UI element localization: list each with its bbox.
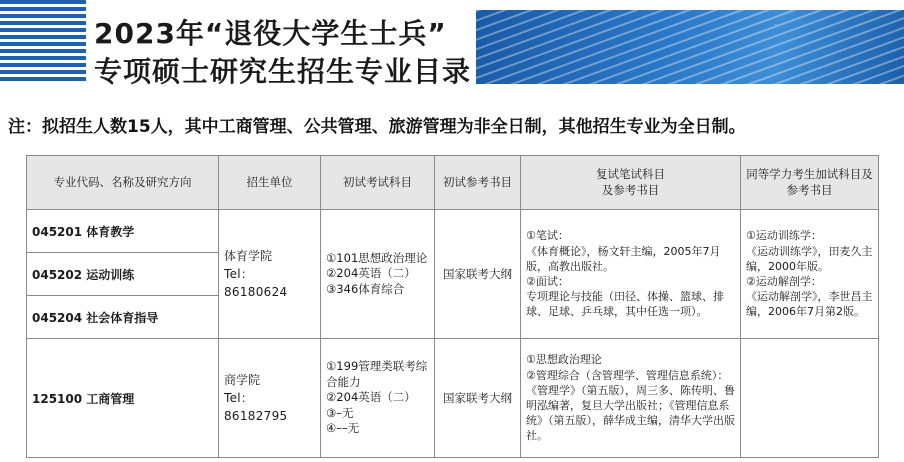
major-catalog-table	[26, 155, 879, 458]
major-name: 运动训练	[86, 267, 135, 282]
extra-line: 《运动训练学》，田麦久主编，2000年版。	[746, 244, 873, 273]
unit-name: 体育学院	[224, 249, 273, 263]
header-reference-books: 初试参考书目	[435, 156, 521, 210]
extra-line: ②运动解剖学：	[746, 275, 822, 288]
table-row	[27, 339, 879, 458]
banner-decoration	[476, 10, 904, 84]
table-header-row	[27, 156, 879, 210]
extra-cell	[741, 210, 879, 339]
retest-cell	[521, 210, 741, 339]
major-code: 045201	[32, 224, 83, 239]
unit-cell	[219, 210, 321, 339]
header-unit: 招生单位	[219, 156, 321, 210]
major-cell	[27, 210, 219, 253]
major-code: 045202	[32, 267, 83, 282]
reference-books-cell: 国家联考大纲	[435, 210, 521, 339]
admission-note: 注：拟招生人数15人，其中工商管理、公共管理、旅游管理为非全日制，其他招生专业为全日制。	[8, 117, 746, 137]
exam-subject: ①199管理类联考综合能力	[326, 359, 428, 389]
major-cell	[27, 296, 219, 339]
exam-subjects-cell	[321, 210, 435, 339]
table-row	[27, 210, 879, 253]
exam-subject: ③–无	[326, 405, 354, 420]
retest-line: 专项理论与技能（田径、体操、篮球、排球、足球、乒乓球，其中任选一项）。	[526, 290, 724, 319]
extra-line: 《运动解剖学》，李世昌主编，2006年7月第2版。	[746, 290, 873, 319]
exam-subject: ②204英语（二）	[326, 390, 416, 405]
header-extra: 同等学力考生加试科目及 参考书目	[741, 156, 879, 210]
major-cell	[27, 253, 219, 296]
unit-name: 商学院	[224, 373, 261, 387]
exam-subject: ①101思想政治理论	[326, 250, 428, 265]
major-name: 体育教学	[86, 224, 135, 239]
header-major: 专业代码、名称及研究方向	[27, 156, 219, 210]
exam-subject: ③346体育综合	[326, 281, 405, 296]
retest-cell	[521, 339, 741, 458]
extra-cell	[741, 339, 879, 458]
page-title	[86, 8, 472, 88]
retest-line: ①思想政治理论	[526, 353, 602, 367]
major-code: 045204	[32, 310, 83, 325]
major-name: 工商管理	[86, 391, 135, 406]
retest-line: ②管理综合（含管理学、管理信息系统）：《管理学》（第五版），周三多、陈传明、鲁明泓编著，复旦大学出版社；《管理信息系统》（第五版），薛华成主编，清华大学出版社。	[526, 368, 735, 443]
title-line-2: 专项硕士研究生招生专业目录	[94, 55, 472, 88]
exam-subjects-cell	[321, 339, 435, 458]
unit-tel: Tel：86182795	[224, 391, 288, 423]
retest-line: ②面试：	[526, 275, 569, 288]
retest-line: ①笔试：	[526, 229, 569, 243]
major-cell	[27, 339, 219, 458]
extra-line: ①运动训练学：	[746, 229, 822, 243]
reference-books-cell: 国家联考大纲	[435, 339, 521, 458]
retest-line: 《体育概论》，杨文轩主编，2005年7月版，高教出版社。	[526, 244, 721, 273]
title-line-1: 2023年“退役大学生士兵”	[94, 17, 447, 50]
banner-stripes	[0, 0, 86, 84]
exam-subject: ②204英语（二）	[326, 266, 416, 281]
exam-subject: ④––无	[326, 421, 360, 436]
unit-cell	[219, 339, 321, 458]
unit-tel: Tel：86180624	[224, 267, 288, 299]
major-name: 社会体育指导	[86, 310, 159, 325]
major-code: 125100	[32, 391, 83, 406]
header-exam-subjects: 初试考试科目	[321, 156, 435, 210]
header-retest: 复试笔试科目 及参考书目	[521, 156, 741, 210]
